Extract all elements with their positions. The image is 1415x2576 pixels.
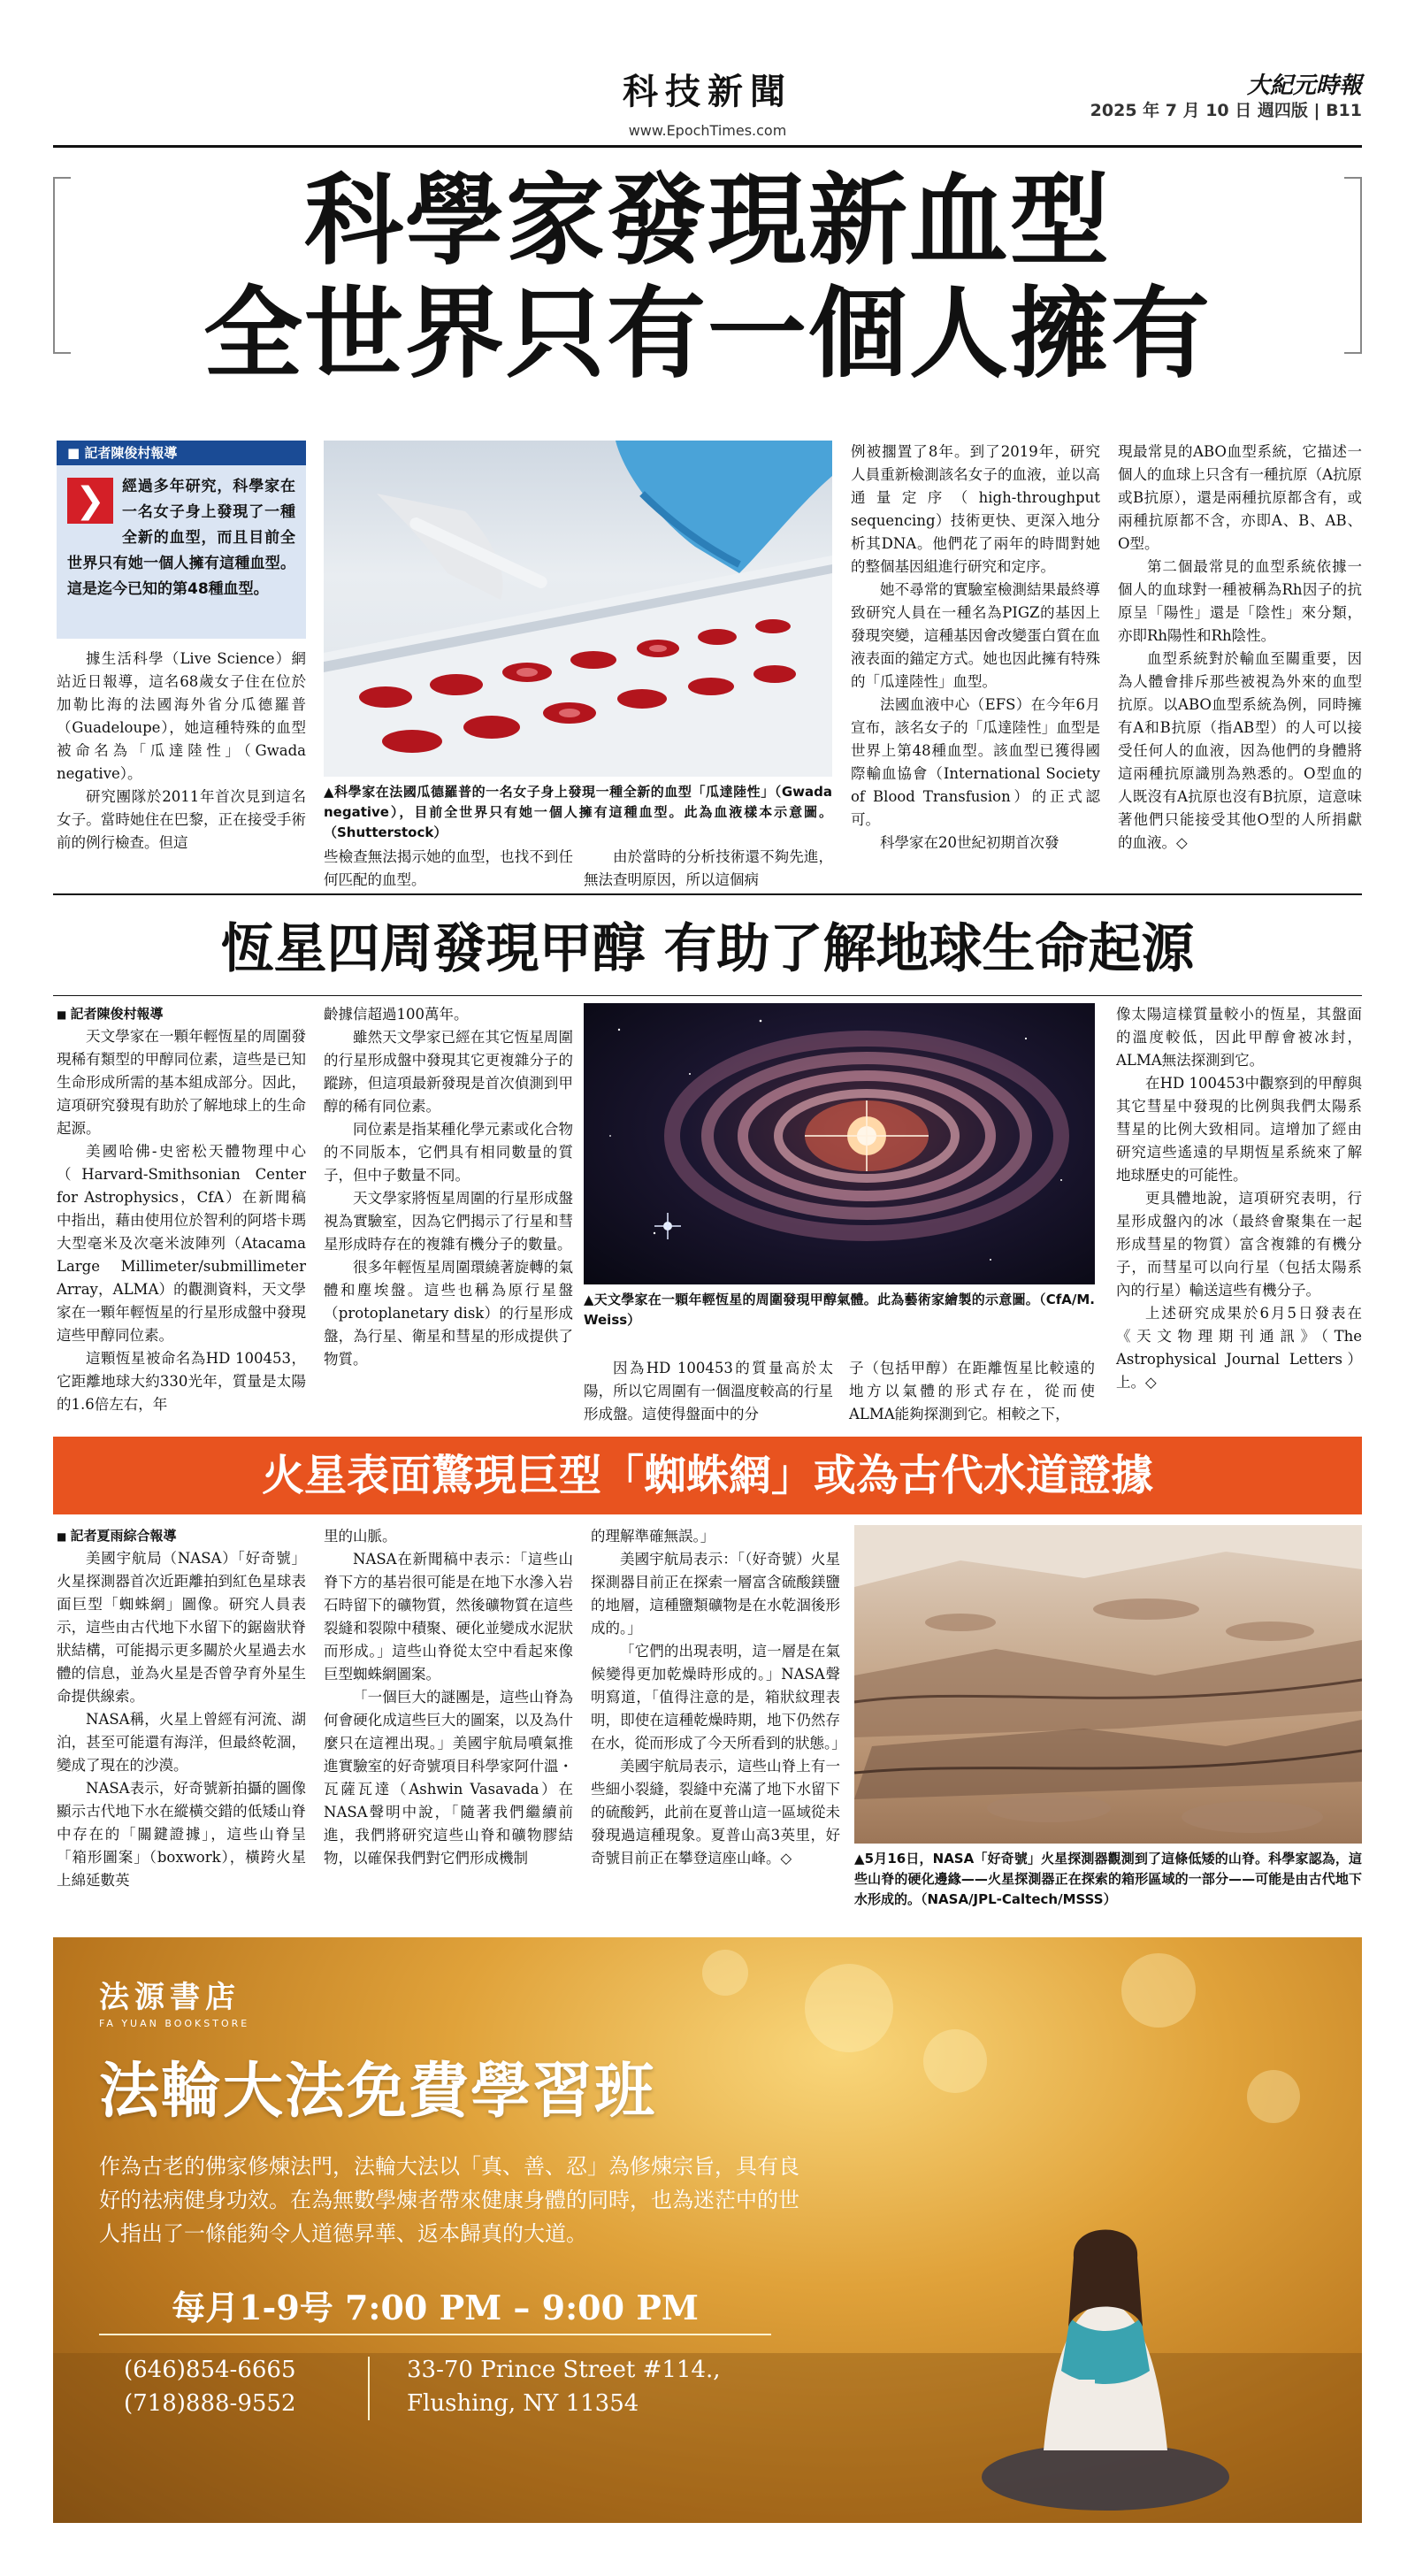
paper-name: 大紀元時報 bbox=[1246, 73, 1362, 99]
paragraph: 「一個巨大的謎團是，這些山脊為何會硬化成這些巨大的圖案，以及為什麼只在這裡出現。」美國宇航局噴氣推進實驗室的好奇號項目科學家阿什溫・瓦薩瓦達（Ashwin Vasavada）在NASA聲明中說，「隨著我們繼續前進，我們將研究這些山脊和礦物膠結物，以確保我們對它們形成機制 bbox=[324, 1689, 573, 1867]
paragraph: 很多年輕恆星周圍環繞著旋轉的氣體和塵埃盤。這些也稱為原行星盤（protoplanetary disk）的行星形成盤，為行星、衛星和彗星的形成提供了物質。 bbox=[324, 1259, 573, 1368]
address-line-2: Flushing, NY 11354 bbox=[407, 2390, 639, 2417]
photo2-caption: ▲ 天文學家在一顆年輕恆星的周圍發現甲醇氣體。此為藝術家繪製的示意圖。（CfA/M. Weiss） bbox=[584, 1290, 1095, 1330]
paragraph: 科學家在20世紀初期首次發 bbox=[880, 834, 1059, 851]
article1-col3 bbox=[584, 846, 833, 892]
paragraph: 的理解準確無誤。」 bbox=[591, 1528, 715, 1545]
ad-description: 作為古老的佛家修煉法門，法輪大法以「真、善、忍」為修煉宗旨，具有良好的祛病健身功效。在為無數學煉者帶來健康身體的同時，也為迷茫中的世人指出了一條能夠令人道德昇華、返本歸真的大道。 bbox=[99, 2154, 799, 2246]
paragraph: 她不尋常的實驗室檢測結果最終導致研究人員在一種名為PIGZ的基因上發現突變，這種基因會改變蛋白質在血液表面的錨定方式。她也因此擁有特殊的「瓜達陸性」血型。 bbox=[851, 581, 1100, 690]
star-disk-illustration bbox=[584, 1003, 1095, 1284]
paragraph: NASA表示，好奇號新拍攝的圖像顯示古代地下水在縱橫交錯的低矮山脊中存在的「關鍵證據」，這些山脊呈「箱形圖案」（boxwork），橫跨火星上綿延數英 bbox=[57, 1780, 306, 1889]
paragraph: 研究團隊於2011年首次見到這名女子。當時她住在巴黎，正在接受手術前的例行檢查。但這 bbox=[57, 788, 306, 851]
article2-col4 bbox=[849, 1357, 1095, 1426]
paragraph: 例被擱置了8年。到了2019年，研究人員重新檢測該名女子的血液，並以高通量定序（high-throughput sequencing）技術更快、更深入地分析其DNA。他們花了兩年的時間對她的整個基因組進行研究和定序。 bbox=[851, 443, 1100, 575]
paragraph: 由於當時的分析技術還不夠先進，無法查明原因，所以這個病 bbox=[584, 848, 833, 888]
page-number: B11 bbox=[1326, 101, 1362, 120]
paragraph: 美國宇航局（NASA）「好奇號」火星探測器首次近距離拍到紅色星球表面巨型「蜘蛛網」圖像。研究人員表示，這些由古代地下水留下的鋸齒狀脊狀結構，可能揭示更多關於火星過去水體的信息，並為火星是否曾孕育外星生命提供線索。 bbox=[57, 1550, 306, 1705]
mars-ridge-photo bbox=[854, 1525, 1362, 1844]
article2-headline: 恆星四周發現甲醇 有助了解地球生命起源 bbox=[220, 918, 1195, 980]
article2-col1 bbox=[57, 1003, 306, 1416]
paragraph: 這顆恆星被命名為HD 100453，它距離地球大約330光年，質量是太陽的1.6倍左右，年 bbox=[57, 1350, 306, 1413]
article1-byline: ■ 記者陳俊村報導 bbox=[57, 441, 306, 465]
lead-arrow-icon: ❯ bbox=[67, 478, 113, 524]
article2-byline: ■ 記者陳俊村報導 bbox=[57, 1003, 306, 1025]
address-line-1: 33-70 Prince Street #114., bbox=[407, 2357, 721, 2383]
section-title: 科技新聞 bbox=[623, 72, 792, 112]
article3-byline: ■ 記者夏雨綜合報導 bbox=[57, 1525, 306, 1547]
paragraph: 美國哈佛-史密松天體物理中心（Harvard-Smithsonian Center for Astrophysics，CfA）在新聞稿中指出，藉由使用位於智利的阿塔卡瑪大型毫米及次毫米波陣列（Atacama Large Millimeter/submillimeter Array，ALMA）的觀測資料，天文學家在一顆年輕恆星的行星形成盤中發現這些甲醇同位素。 bbox=[57, 1143, 306, 1344]
headline-line-2: 全世界只有一個人擁有 bbox=[203, 276, 1212, 392]
article3-col2 bbox=[324, 1525, 573, 1870]
site-url: www.EpochTimes.com bbox=[628, 122, 787, 139]
article1-col1 bbox=[57, 648, 306, 855]
paragraph: NASA稱，火星上曾經有河流、湖泊，甚至可能還有海洋，但最終乾涸，變成了現在的沙漠。 bbox=[57, 1711, 306, 1774]
photo3-caption: ▲ 5月16日，NASA「好奇號」火星探測器觀測到了這條低矮的山脊。科學家認為，這些山脊的硬化邊緣——火星探測器正在探索的箱形區域的一部分——可能是由古代地下水形成的。（NASA/JPL-Caltech/MSSS） bbox=[854, 1849, 1362, 1910]
article1-col4 bbox=[851, 441, 1100, 855]
byline-text: 記者陳俊村報導 bbox=[84, 445, 178, 461]
article2-col5 bbox=[1116, 1003, 1362, 1394]
paragraph: 齡據信超過100萬年。 bbox=[324, 1006, 469, 1023]
lead-box bbox=[57, 465, 306, 639]
lead-text: 經過多年研究，科學家在一名女子身上發現了一種全新的血型，而且目前全世界只有她一個人擁有這種血型。這是迄今已知的第48種血型。 bbox=[67, 478, 295, 598]
paragraph: 里的山脈。 bbox=[324, 1528, 397, 1545]
paragraph: 天文學家將恆星周圍的行星形成盤視為實驗室，因為它們揭示了行星和彗星形成時存在的複雜有機分子的數量。 bbox=[324, 1190, 573, 1253]
paragraph: 血型系統對於輸血至關重要，因為人體會排斥那些被視為外來的血型抗原。以ABO血型系統為例，同時擁有A和B抗原（指AB型）的人可以接受任何人的血液，因為他們的身體將這兩種抗原識別為熟悉的。O型血的人既沒有A抗原也沒有B抗原，這意味著他們只能接受其他O型的人所捐獻的血液。◇ bbox=[1118, 650, 1362, 851]
ad-title: 法輪大法免費學習班 bbox=[99, 2056, 657, 2127]
ad-address bbox=[407, 2353, 721, 2420]
ad-phones bbox=[124, 2353, 296, 2420]
phone-number-1[interactable]: (646)854-6665 bbox=[124, 2357, 296, 2383]
paragraph: 因為HD 100453的質量高於太陽，所以它周圍有一個溫度較高的行星形成盤。這使得盤面中的分 bbox=[584, 1360, 833, 1422]
paragraph: 第二個最常見的血型系統依據一個人的血球對一種被稱為Rh因子的抗原呈「陽性」還是「陰性」來分類，亦即Rh陽性和Rh陰性。 bbox=[1118, 558, 1362, 644]
paragraph: 據生活科學（Live Science）網站近日報導，這名68歲女子住在位於加勒比海的法國海外省分瓜德羅普（Guadeloupe），她這種特殊的血型被命名為「瓜達陸性」（Gwada negative）。 bbox=[57, 650, 306, 782]
photo1-caption: ▲ 科學家在法國瓜德羅普的一名女子身上發現一種全新的血型「瓜達陸性」（Gwada negative），目前全世界只有她一個人擁有這種血型。此為血液樣本示意圖。（Shutterstock） bbox=[324, 782, 832, 843]
paragraph: NASA在新聞稿中表示：「這些山脊下方的基岩很可能是在地下水滲入岩石時留下的礦物質，然後礦物質在這些裂縫和裂隙中積聚、硬化並變成水泥狀而形成。」這些山脊從太空中看起來像巨型蜘蛛網圖案。 bbox=[324, 1551, 573, 1683]
article1-col5 bbox=[1118, 441, 1362, 855]
article3-headline: 火星表面驚現巨型「蜘蛛網」或為古代水道證據 bbox=[53, 1437, 1362, 1514]
paragraph: 美國宇航局表示，這些山脊上有一些細小裂縫，裂縫中充滿了地下水留下的硫酸鈣，此前在夏普山這一區域從未發現過這種現象。夏普山高3英里，好奇號目前正在攀登這座山峰。◇ bbox=[591, 1758, 840, 1867]
article1-col2 bbox=[324, 846, 573, 892]
brand-name: 法源書店 bbox=[99, 1980, 241, 2015]
paragraph: 些檢查無法揭示她的血型，也找不到任何匹配的血型。 bbox=[324, 848, 573, 888]
brand-name-en: FA YUAN BOOKSTORE bbox=[99, 2018, 250, 2029]
article3-col3 bbox=[591, 1525, 846, 1870]
issue-date: 2025 年 7 月 10 日 週四版 bbox=[1090, 101, 1308, 120]
ad-schedule: 每月1-9号 7:00 PM – 9:00 PM bbox=[172, 2288, 699, 2327]
phone-number-2[interactable]: (718)888-9552 bbox=[124, 2390, 296, 2417]
article2-col2 bbox=[324, 1003, 573, 1371]
paragraph: 現最常見的ABO血型系統，它描述一個人的血球上只含有一種抗原（A抗原或B抗原），還是兩種抗原都含有，或兩種抗原都不含，亦即A、B、AB、O型。 bbox=[1118, 443, 1362, 552]
paragraph: 「它們的出現表明，這一層是在氣候變得更加乾燥時形成的。」NASA聲明寫道，「值得注意的是，箱狀紋理表明，即使在這種乾燥時期，地下仍然存在水，從而形成了今天所看到的狀態。」 bbox=[591, 1643, 846, 1752]
article2-col3 bbox=[584, 1357, 833, 1426]
paragraph: 雖然天文學家已經在其它恆星周圍的行星形成盤中發現其它更複雜分子的蹤跡，但這項最新發現是首次偵測到甲醇的稀有同位素。 bbox=[324, 1029, 573, 1115]
headline-line-1: 科學家發現新血型 bbox=[304, 163, 1111, 279]
bookstore-ad[interactable] bbox=[53, 1937, 1362, 2523]
bookstore-logo bbox=[99, 1973, 249, 2029]
paragraph: 像太陽這樣質量較小的恆星，其盤面的溫度較低，因此甲醇會被冰封，ALMA無法探測到它。 bbox=[1116, 1006, 1362, 1069]
article3-col1 bbox=[57, 1525, 306, 1892]
blood-samples-photo bbox=[324, 441, 832, 777]
paragraph: 美國宇航局表示：「（好奇號）火星探測器目前正在探索一層富含硫酸鎂鹽的地層，這種鹽類礦物是在水乾涸後形成的。」 bbox=[591, 1551, 840, 1637]
paragraph: 子（包括甲醇）在距離恆星比較遠的地方以氣體的形式存在，從而使ALMA能夠探測到它。相較之下， bbox=[849, 1360, 1095, 1422]
paragraph: 在HD 100453中觀察到的甲醇與其它彗星中發現的比例與我們太陽系彗星的比例大致相同。這增加了經由研究這些遙遠的早期恆星系統來了解地球歷史的可能性。 bbox=[1116, 1075, 1362, 1184]
paragraph: 更具體地說，這項研究表明，行星形成盤內的冰（最終會聚集在一起形成彗星的物質）富含複雜的有機分子，而彗星可以向行星（包括太陽系內的行星）輸送這些有機分子。 bbox=[1116, 1190, 1362, 1299]
paragraph: 同位素是指某種化學元素或化合物的不同版本，它們具有相同數量的質子，但中子數量不同。 bbox=[324, 1121, 573, 1184]
paragraph: 法國血液中心（EFS）在今年6月宣布，該名女子的「瓜達陸性」血型是世界上第48種血型。該血型已獲得國際輸血協會（International Society of Blood Transfusion）的正式認可。 bbox=[851, 696, 1100, 828]
paragraph: 天文學家在一顆年輕恆星的周圍發現稀有類型的甲醇同位素，這些是已知生命形成所需的基本組成部分。因此，這項研究發現有助於了解地球上的生命起源。 bbox=[57, 1028, 306, 1137]
date-line: 2025 年 7 月 10 日 週四版 | B11 bbox=[1090, 101, 1362, 120]
paragraph: 上述研究成果於6月5日發表在《天文物理期刊通訊》（The Astrophysical Journal Letters）上。◇ bbox=[1116, 1305, 1362, 1391]
